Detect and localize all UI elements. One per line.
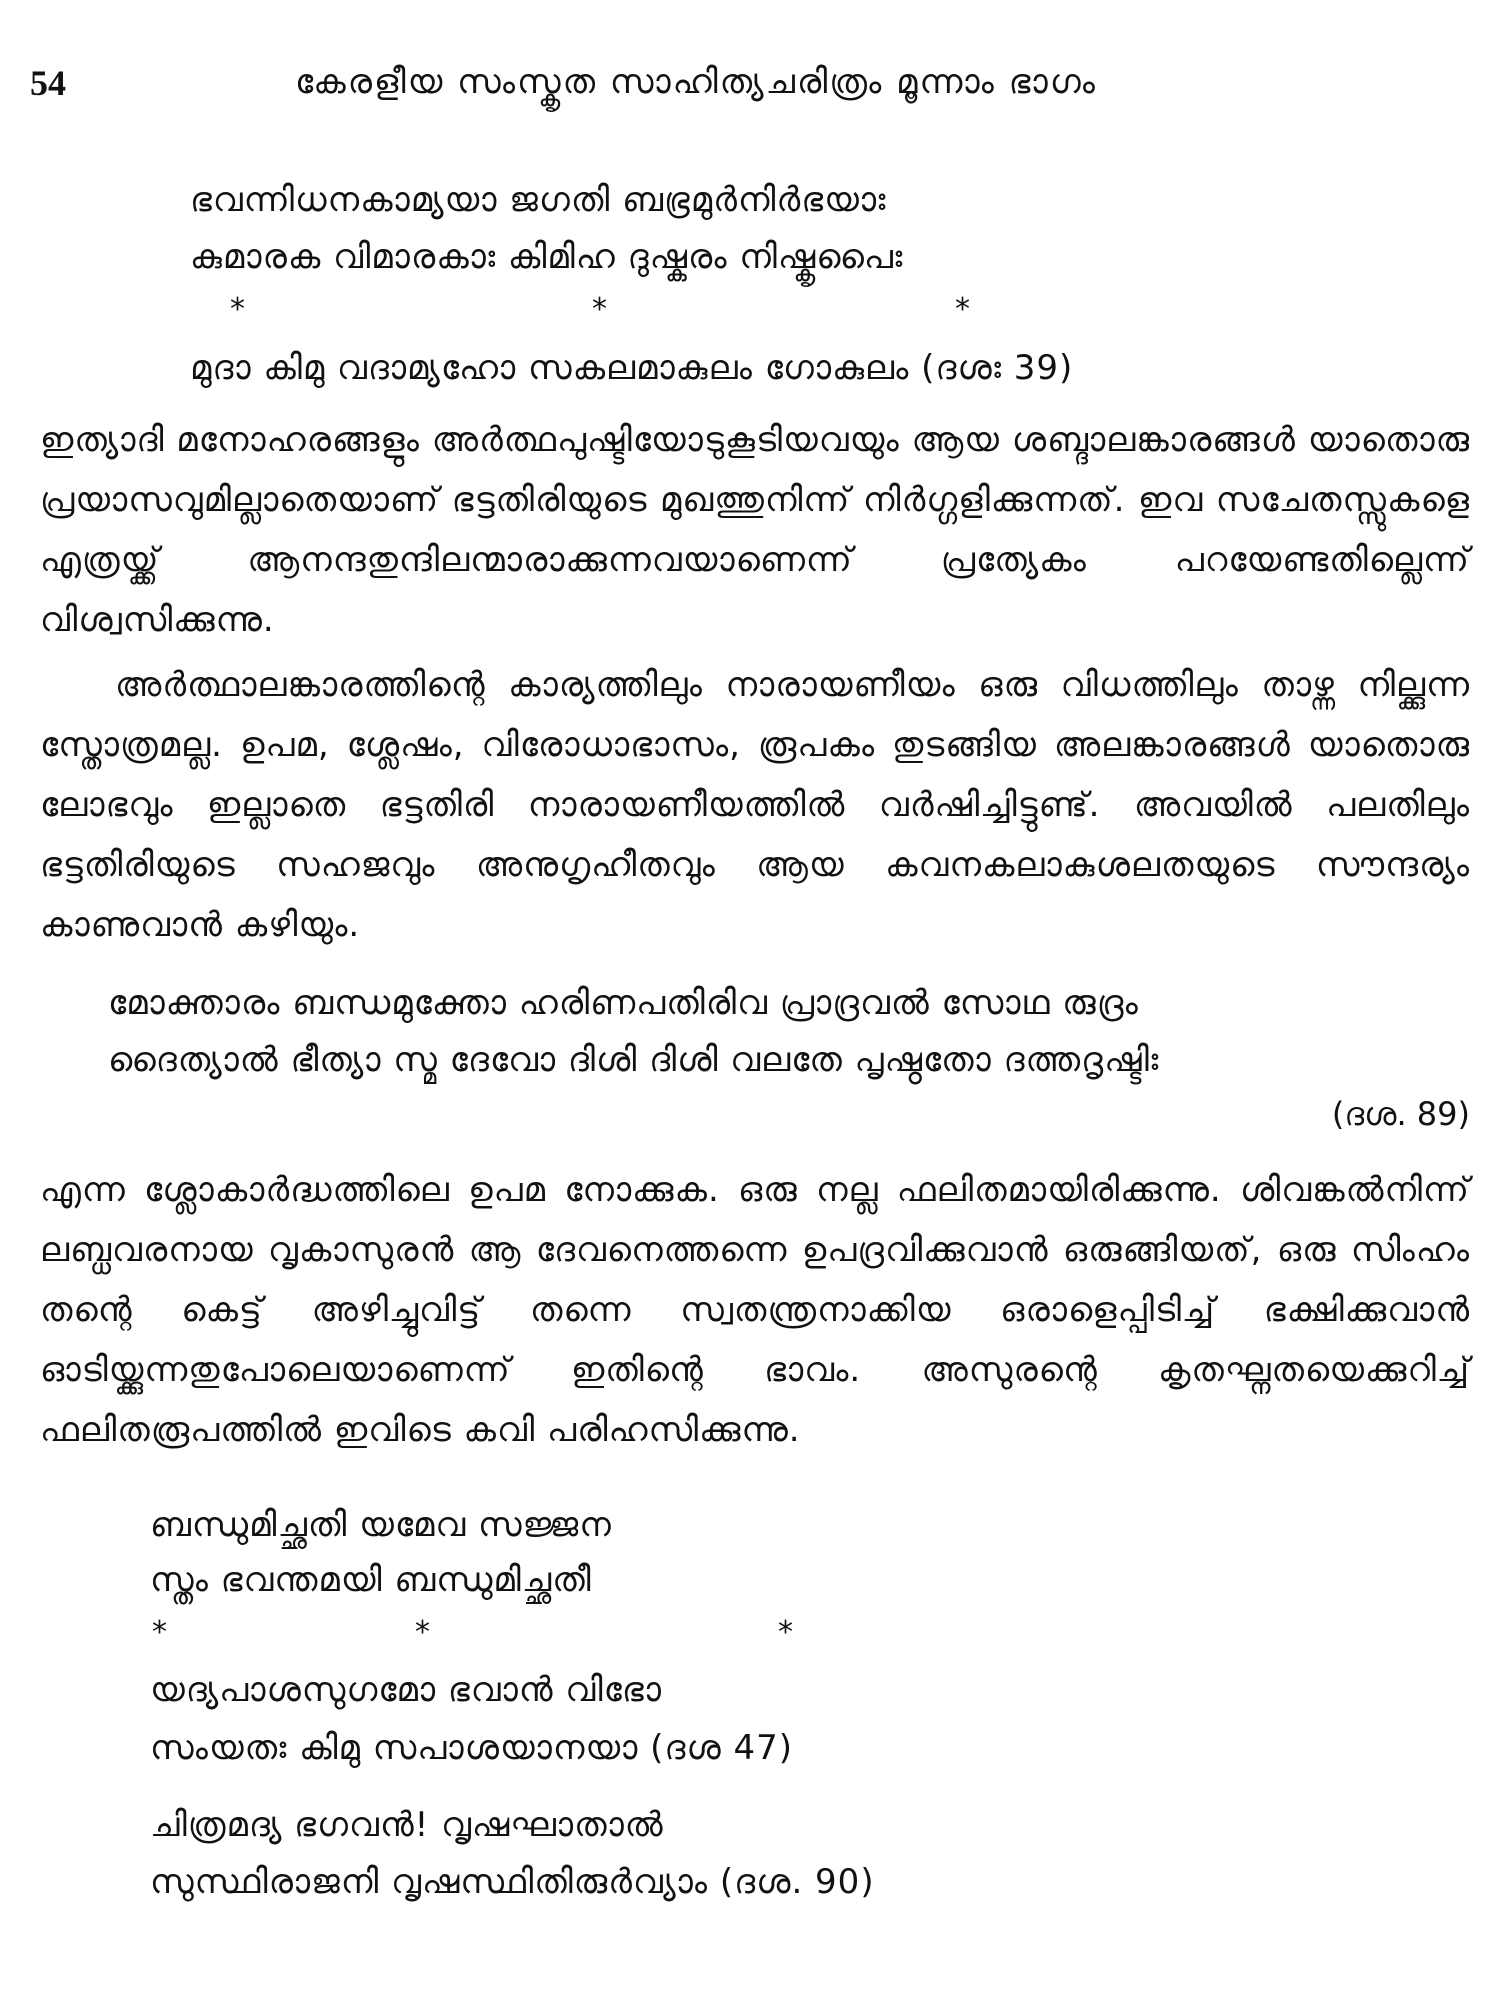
asterisk: * [592,292,607,327]
verse2-line-2: ദൈത്യാൽ ഭീത്യാ സ്മ ദേവോ ദിശി ദിശി വലതേ പൃഷ്ഠതോ ദത്തദൃഷ്ടിഃ [108,1040,1160,1080]
running-title: കേരളീയ സംസ്കൃത സാഹിത്യചരിത്രം മൂന്നാം ഭാഗം [295,62,1097,102]
verse3-line-3: യദ്യപാശസുഗമോ ഭവാൻ വിഭോ [150,1670,662,1710]
page-number: 54 [30,63,66,103]
verse3-separator [0,1615,1500,1651]
verse4-line-2: സുസ്ഥിരാജനി വൃഷസ്ഥിതിരുർവ്യാം (ദശ. 90) [150,1862,875,1902]
verse4-line-1: ചിത്രമദ്യ ഭഗവൻ! വൃഷഘാതാൽ [150,1805,664,1845]
verse2-line-1: മോക്താരം ബന്ധമുക്തോ ഹരിണപതിരിവ പ്രാദ്രവൽ സോഥ രുദ്രം [108,983,1139,1023]
verse1-last-line: മുദാ കിമു വദാമ്യഹോ സകലമാകുലം ഗോകുലം (ദശഃ 39) [190,348,1074,388]
verse1-separator [0,292,1500,328]
asterisk: * [415,1615,430,1650]
verse2-citation: (ദശ. 89) [1331,1095,1470,1133]
paragraph-2: അർത്ഥാലങ്കാരത്തിന്റെ കാര്യത്തിലും നാരായണീയം ഒരു വിധത്തിലും താഴ്ന്ന നില്ക്കുന്ന സ്തോത്രമല്ല. ഉപമ, ശ്ലേഷം, വിരോധാഭാസം, രൂപകം തുടങ്ങിയ അലങ്കാരങ്ങൾ യാതൊരു ലോഭവും ഇല്ലാതെ ഭട്ടതിരി നാരായണീയത്തിൽ വർഷിച്ചിട്ടുണ്ട്. അവയിൽ പലതിലും ഭട്ടതിരിയുടെ സഹജവും അനുഗൃഹീതവും ആയ കവനകലാകുശലതയുടെ സൗന്ദര്യം കാണുവാൻ കഴിയും. [40,665,1470,945]
verse1-line-2: കുമാരക വിമാരകാഃ കിമിഹ ദുഷ്കരം നിഷ്കൃപൈഃ [190,237,904,277]
verse3-line-2: സ്തം ഭവന്തമയി ബന്ധുമിച്ഛതീ [150,1560,592,1600]
paragraph-1: ഇത്യാദി മനോഹരങ്ങളും അർത്ഥപുഷ്ടിയോടുകൂടിയവയും ആയ ശബ്ദാലങ്കാരങ്ങൾ യാതൊരു പ്രയാസവുമില്ലാതെയാണ് ഭട്ടതിരിയുടെ മുഖത്തുനിന്ന് നിർഗ്ഗളിക്കുന്നത്. ഇവ സചേതസ്സുകളെ എത്രയ്ക്ക് ആനന്ദതുന്ദിലന്മാരാക്കുന്നവയാണെന്ന് പ്രത്യേകം പറയേണ്ടതില്ലെന്ന് വിശ്വസിക്കുന്നു. [40,420,1470,640]
asterisk: * [230,292,245,327]
paragraph-3: എന്ന ശ്ലോകാർദ്ധത്തിലെ ഉപമ നോക്കുക. ഒരു നല്ല ഫലിതമായിരിക്കുന്നു. ശിവങ്കൽനിന്ന് ലബ്ധവരനായ വൃകാസുരൻ ആ ദേവനെത്തന്നെ ഉപദ്രവിക്കുവാൻ ഒരുങ്ങിയത്, ഒരു സിംഹം തന്റെ കെട്ട് അഴിച്ചുവിട്ട് തന്നെ സ്വതന്ത്രനാക്കിയ ഒരാളെപ്പിടിച്ച് ഭക്ഷിക്കുവാൻ ഓടിയ്ക്കുന്നതുപോലെയാണെന്ന് ഇതിന്റെ ഭാവം. അസുരന്റെ കൃതഘ്നതയെക്കുറിച്ച് ഫലിതരൂപത്തിൽ ഇവിടെ കവി പരിഹസിക്കുന്നു. [40,1170,1470,1450]
verse3-line-1: ബന്ധുമിച്ഛതി യമേവ സജ്ജന [150,1505,612,1545]
verse3-line-4: സംയതഃ കിമു സപാശയാനയാ (ദശ 47) [150,1728,794,1768]
verse1-line-1: ഭവന്നിധനകാമ്യയാ ജഗതി ബഭ്രമുർനിർഭയാഃ [190,180,887,220]
asterisk: * [778,1615,793,1650]
asterisk: * [955,292,970,327]
asterisk: * [152,1615,167,1650]
